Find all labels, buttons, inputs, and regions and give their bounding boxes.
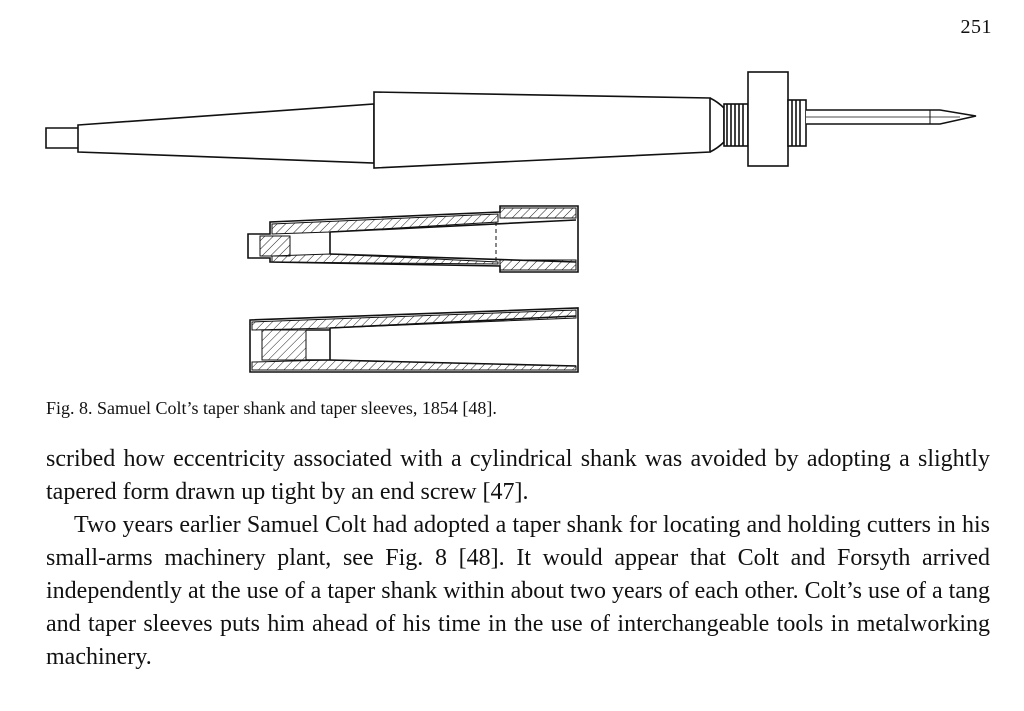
main-taper-body [374,92,710,168]
shank-taper [78,104,374,163]
taper-shank-drawing [46,72,976,168]
figure-caption: Fig. 8. Samuel Colt’s taper shank and taper sleeves, 1854 [48]. [46,398,497,418]
neck [710,98,724,152]
thread-left [724,104,748,146]
tang [46,128,78,148]
collar-nut [748,72,788,166]
taper-sleeve-upper [248,206,578,272]
paragraph-continued: scribed how eccentricity associated with a cylindrical shank was avoided by adopting a slightly tapered form drawn up tight by an end screw [47]. [46,446,990,505]
thread-right [788,100,806,146]
body-text [46,443,990,674]
paragraph-colt: Two years earlier Samuel Colt had adopted a taper shank for locating and holding cutters in his small-arms machinery plant, see Fig. 8 [48]. It would appear that Colt and Forsyth arrived independently at the use of a taper shank within about two years of each other. Colt’s use of a tang and taper sleeves puts him ahead of his time in the use of interchangeable tools in metalworking machinery. [46,512,990,670]
page-number: 251 [960,16,992,38]
taper-sleeve-lower [250,308,578,372]
